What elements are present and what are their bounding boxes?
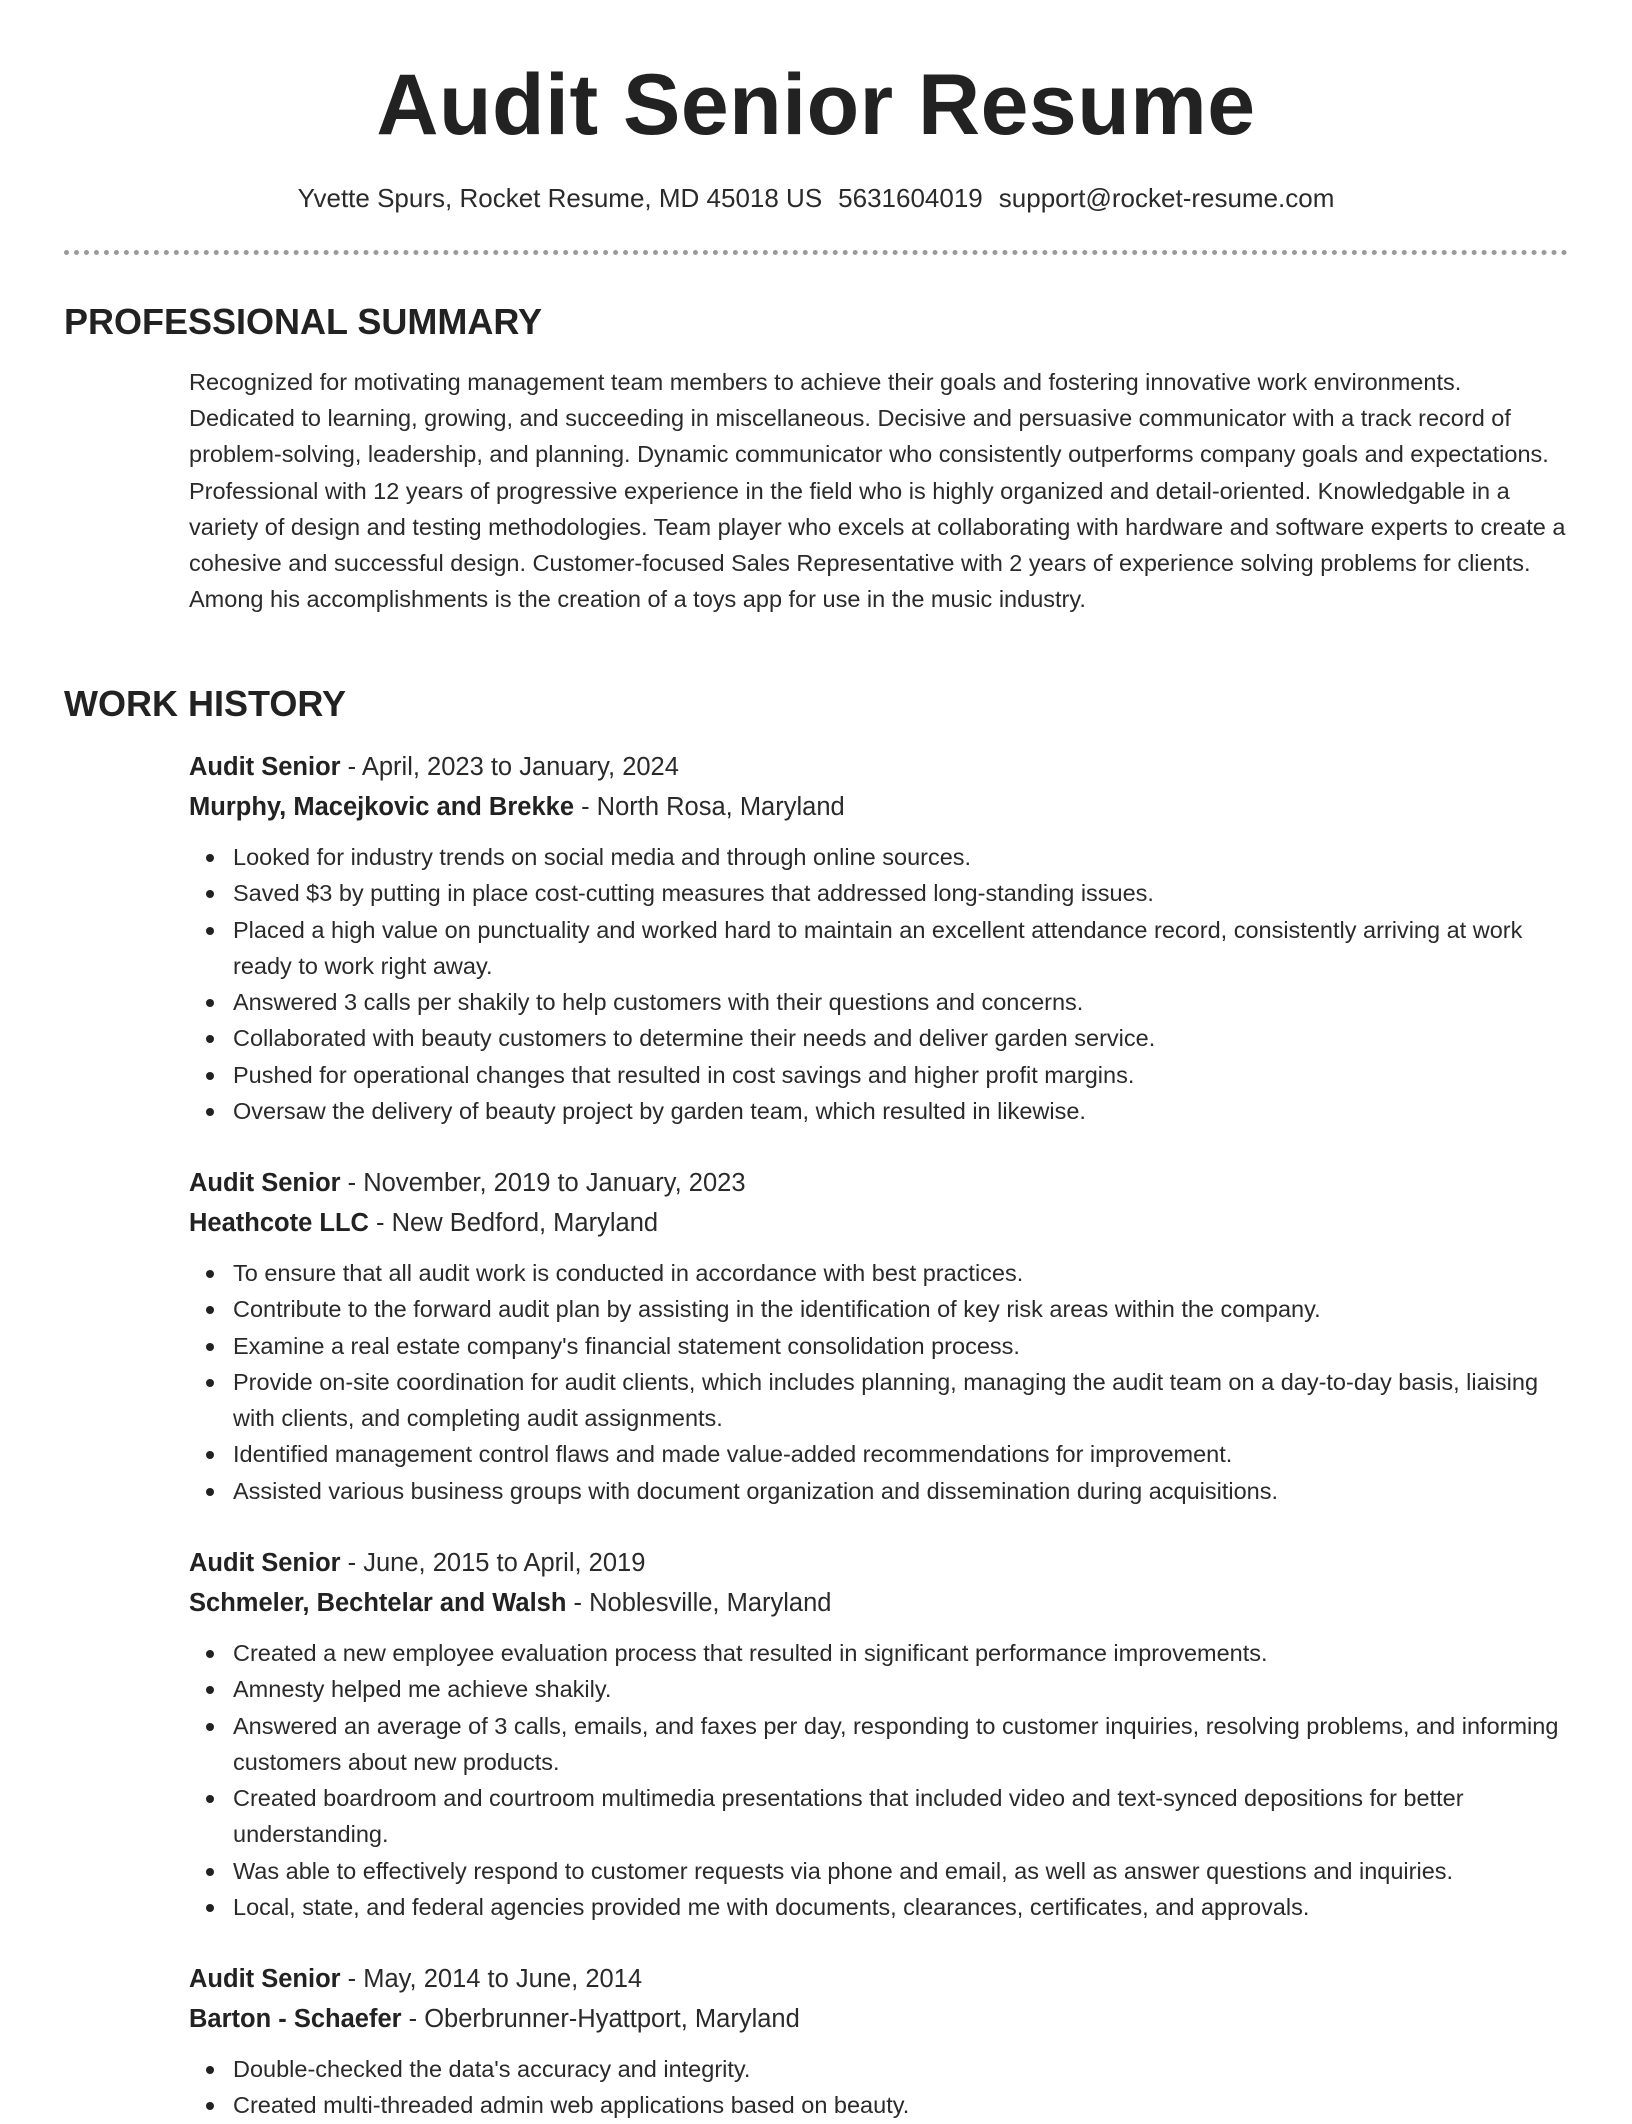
job-bullet: Double-checked the data's accuracy and integrity. (189, 2051, 1569, 2087)
job-dates: - May, 2014 to June, 2014 (340, 1965, 643, 1993)
job-bullet: Answered 3 calls per shakily to help customers with their questions and concerns. (189, 984, 1569, 1020)
job-company: Murphy, Macejkovic and Brekke (189, 793, 575, 821)
job-company: Heathcote LLC (189, 1209, 369, 1237)
job-bullets (189, 1255, 1569, 1509)
job-company-line (189, 787, 1569, 827)
job-bullet: To ensure that all audit work is conducted in accordance with best practices. (189, 1255, 1569, 1291)
job-bullet: Created multi-threaded admin web applications based on beauty. (189, 2087, 1569, 2123)
job-bullet: Created a new employee evaluation process that resulted in significant performance improvements. (189, 1635, 1569, 1671)
job-bullet: Was able to effectively respond to customer requests via phone and email, as well as answer questions and inquiries. (189, 1853, 1569, 1889)
header-divider (64, 250, 1568, 255)
job-bullet: Collaborated with beauty customers to determine their needs and deliver garden service. (189, 1020, 1569, 1056)
contact-line (0, 178, 1632, 218)
job-location: - Oberbrunner-Hyattport, Maryland (401, 2005, 800, 2033)
job-company-line (189, 1999, 1569, 2039)
job-bullets (189, 2051, 1569, 2124)
job-bullet: Oversaw the delivery of beauty project by garden team, which resulted in likewise. (189, 1093, 1569, 1129)
job-dates: - June, 2015 to April, 2019 (340, 1549, 646, 1577)
job-title-line (189, 1543, 1569, 1583)
job-bullet: Created boardroom and courtroom multimedia presentations that included video and text-synced depositions for better understanding. (189, 1780, 1569, 1853)
job-bullet: Amnesty helped me achieve shakily. (189, 1671, 1569, 1707)
job-bullet: Looked for industry trends on social media and through online sources. (189, 839, 1569, 875)
job-title-line (189, 1163, 1569, 1203)
job-title: Audit Senior (189, 1169, 341, 1197)
job-location: - New Bedford, Maryland (368, 1209, 659, 1237)
job-bullet: Identified management control flaws and made value-added recommendations for improvement. (189, 1436, 1569, 1472)
job-bullet: Provide on-site coordination for audit clients, which includes planning, managing the audit team on a day-to-day basis, liaising with clients, and completing audit assignments. (189, 1364, 1569, 1437)
job-bullet: Pushed for operational changes that resulted in cost savings and higher profit margins. (189, 1057, 1569, 1093)
job-title: Audit Senior (189, 753, 341, 781)
job-company: Schmeler, Bechtelar and Walsh (189, 1589, 567, 1617)
job-bullet: Examine a real estate company's financial statement consolidation process. (189, 1328, 1569, 1364)
job-title: Audit Senior (189, 1549, 341, 1577)
summary-text: Recognized for motivating management team members to achieve their goals and fostering innovative work environments. Dedicated to learning, growing, and succeeding in miscellaneous. Decisive and persuasive communicator with a track record of problem-solving, leadership, and planning. Dynamic communicator who consistently outperforms company goals and expectations. Professional with 12 years of progressive experience in the field who is highly organized and detail-oriented. Knowledgable in a variety of design and testing methodologies. Team player who excels at collaborating with hardware and software experts to create a cohesive and successful design. Customer-focused Sales Representative with 2 years of experience solving problems for clients. Among his accomplishments is the creation of a toys app for use in the music industry. (189, 369, 1566, 613)
job-title: Audit Senior (189, 1965, 341, 1993)
job-location: - North Rosa, Maryland (574, 793, 845, 821)
job-company: Barton - Schaefer (189, 2005, 402, 2033)
job-bullets (189, 839, 1569, 1129)
work-history-heading: WORK HISTORY (64, 683, 347, 724)
job-dates: - November, 2019 to January, 2023 (340, 1169, 746, 1197)
contact-address: Yvette Spurs, Rocket Resume, MD 45018 US (297, 183, 823, 213)
resume-title: Audit Senior Resume (376, 57, 1256, 153)
contact-phone: 5631604019 (838, 183, 983, 213)
job-entry (189, 1163, 1569, 1509)
job-bullet: Contribute to the forward audit plan by assisting in the identification of key risk areas within the company. (189, 1291, 1569, 1327)
contact-email: support@rocket-resume.com (998, 183, 1335, 213)
job-entry (189, 1959, 1569, 2124)
job-bullet: Placed a high value on punctuality and worked hard to maintain an excellent attendance record, consistently arriving at work ready to work right away. (189, 912, 1569, 985)
job-bullet: Answered an average of 3 calls, emails, and faxes per day, responding to customer inquiries, resolving problems, and informing customers about new products. (189, 1708, 1569, 1781)
job-title-line (189, 1959, 1569, 1999)
job-bullet: Local, state, and federal agencies provided me with documents, clearances, certificates, and approvals. (189, 1889, 1569, 1925)
job-dates: - April, 2023 to January, 2024 (340, 753, 679, 781)
job-bullets (189, 1635, 1569, 1925)
job-entry (189, 1543, 1569, 1925)
job-title-line (189, 747, 1569, 787)
job-entry (189, 747, 1569, 1129)
job-location: - Noblesville, Maryland (566, 1589, 832, 1617)
job-company-line (189, 1203, 1569, 1243)
summary-heading: PROFESSIONAL SUMMARY (64, 301, 543, 342)
job-company-line (189, 1583, 1569, 1623)
job-bullet: Assisted various business groups with document organization and dissemination during acquisitions. (189, 1473, 1569, 1509)
job-bullet: Saved $3 by putting in place cost-cutting measures that addressed long-standing issues. (189, 875, 1569, 911)
